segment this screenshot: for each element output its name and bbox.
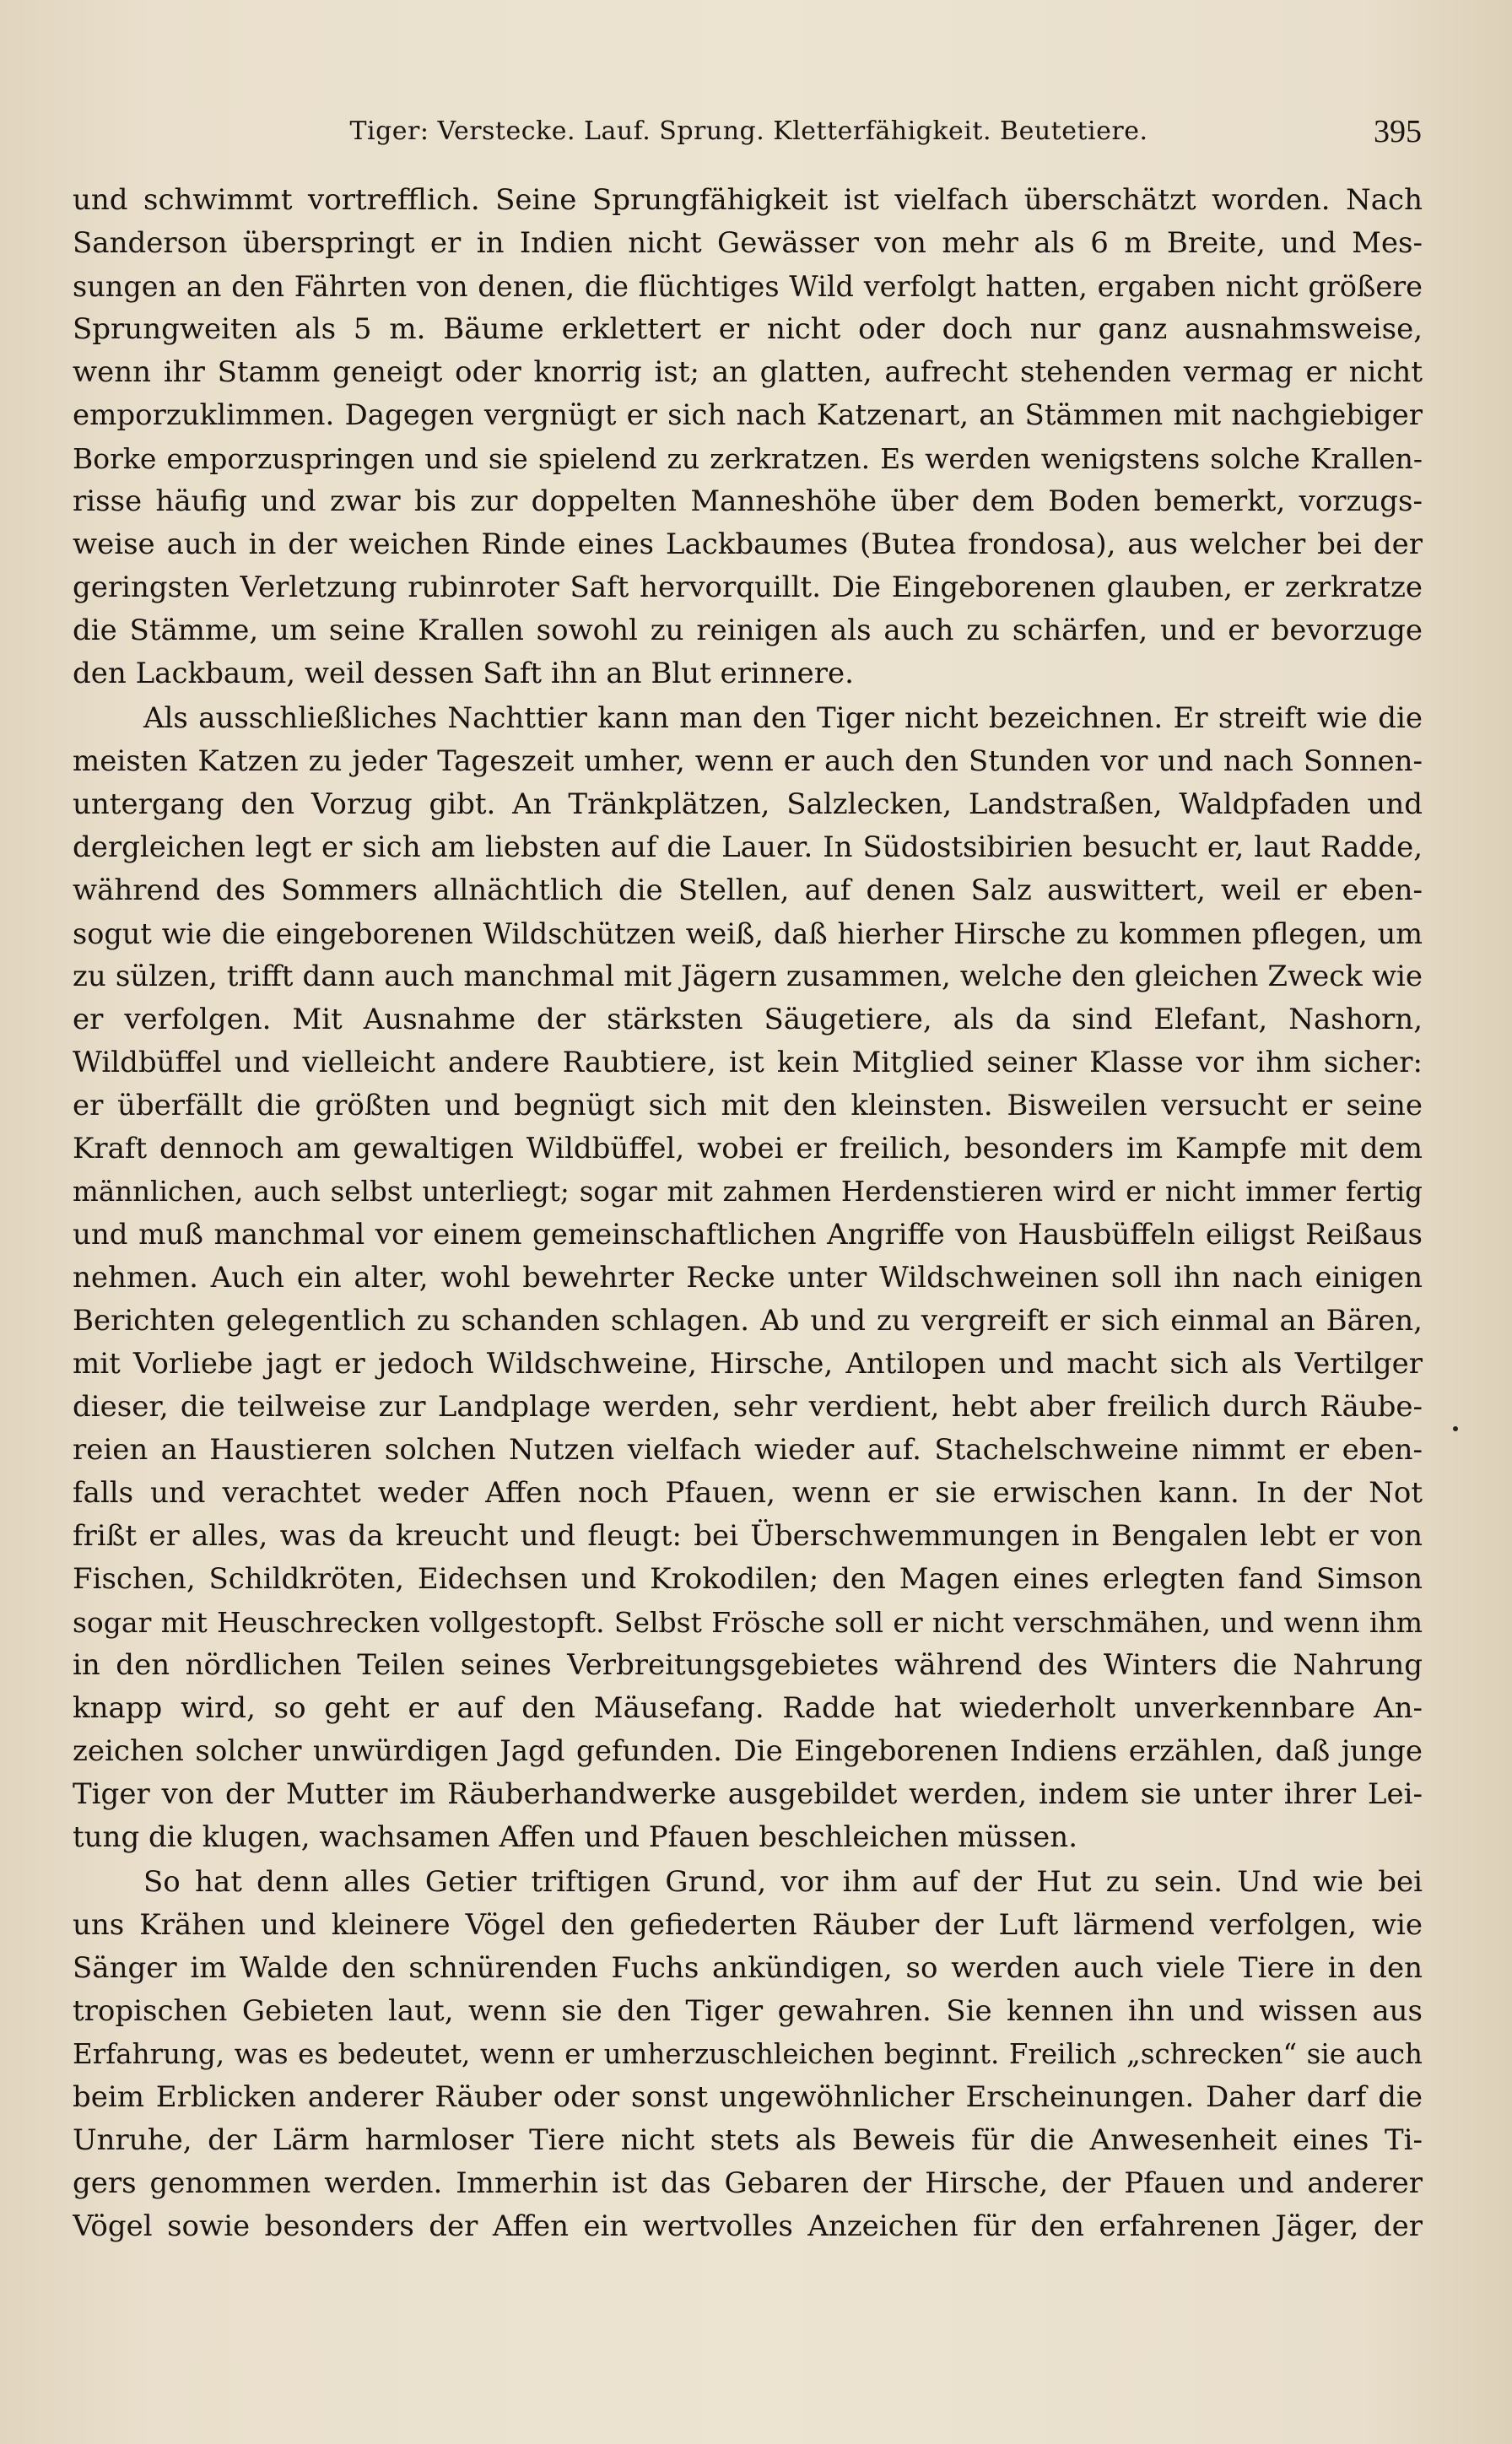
text-line: Borke emporzuspringen und sie spielend zu zerkratzen. Es werden wenigstens solche Krallen- (73, 442, 1423, 475)
text-line: Unruhe, der Lärm harmloser Tiere nicht stets als Beweis für die Anwesenheit eines Ti- (73, 2123, 1423, 2157)
text-line: geringsten Verletzung rubinroter Saft hervorquillt. Die Eingeborenen glauben, er zerkratze (73, 570, 1423, 604)
text-line: untergang den Vorzug gibt. An Tränkplätzen, Salzlecken, Landstraßen, Waldpfaden und (73, 787, 1423, 821)
text-line: die Stämme, um seine Krallen sowohl zu reinigen als auch zu schärfen, und er bevorzuge (73, 614, 1423, 647)
text-line: und muß manchmal vor einem gemeinschaftlichen Angriffe von Hausbüffeln eiligst Reißaus (73, 1218, 1423, 1252)
text-line: wenn ihr Stamm geneigt oder knorrig ist; an glatten, aufrecht stehenden vermag er nicht (73, 355, 1423, 389)
text-line: während des Sommers allnächtlich die Stellen, auf denen Salz auswittert, weil er eben- (73, 873, 1423, 907)
text-line: zeichen solcher unwürdigen Jagd gefunden. Die Eingeborenen Indiens erzählen, daß junge (73, 1734, 1423, 1768)
text-line: zu sülzen, trifft dann auch manchmal mit Jägern zusammen, welche den gleichen Zweck wie (73, 960, 1423, 993)
running-title: Tiger: Verstecke. Lauf. Sprung. Kletterfähigkeit. Beutetiere. (349, 116, 1148, 146)
text-line: emporzuklimmen. Dagegen vergnügt er sich nach Katzenart, an Stämmen mit nachgiebiger (73, 398, 1423, 432)
text-line: frißt er alles, was da kreucht und fleugt: bei Überschwemmungen in Bengalen lebt er von (73, 1519, 1423, 1553)
text-line: er verfolgen. Mit Ausnahme der stärksten Säugetiere, als da sind Elefant, Nashorn, (73, 1003, 1423, 1036)
ink-speck (1453, 1426, 1458, 1431)
text-line: und schwimmt vortrefflich. Seine Sprungfähigkeit ist vielfach überschätzt worden. Nach (73, 183, 1423, 217)
text-line: Fischen, Schildkröten, Eidechsen und Krokodilen; den Magen eines erlegten fand Simson (73, 1562, 1423, 1596)
body-text (73, 179, 1423, 2248)
text-line: meisten Katzen zu jeder Tageszeit umher, wenn er auch den Stunden vor und nach Sonnen- (73, 744, 1423, 778)
text-line: sungen an den Fährten von denen, die flüchtiges Wild verfolgt hatten, ergaben nicht größere (73, 270, 1423, 303)
paragraph-start-line: So hat denn alles Getier triftigen Grund, vor ihm auf der Hut zu sein. Und wie bei (143, 1865, 1423, 1899)
text-line: knapp wird, so geht er auf den Mäusefang. Radde hat wiederholt unverkennbare An- (73, 1691, 1423, 1725)
text-line: sogar mit Heuschrecken vollgestopft. Selbst Frösche soll er nicht verschmähen, und wenn ihm (73, 1606, 1423, 1639)
text-line: Sanderson überspringt er in Indien nicht Gewässer von mehr als 6 m Breite, und Mes- (73, 226, 1423, 260)
paragraph-end-line: tung die klugen, wachsamen Affen und Pfauen beschleichen müssen. (73, 1820, 1077, 1854)
paragraph-start-line: Als ausschließliches Nachttier kann man den Tiger nicht bezeichnen. Er streift wie die (143, 701, 1423, 735)
text-line: er überfällt die größten und begnügt sich mit den kleinsten. Bisweilen versucht er seine (73, 1089, 1423, 1122)
text-line: dergleichen legt er sich am liebsten auf die Lauer. In Südostsibirien besucht er, laut Radde, (73, 830, 1423, 864)
text-line: Vögel sowie besonders der Affen ein wertvolles Anzeichen für den erfahrenen Jäger, der (73, 2209, 1423, 2243)
text-line: beim Erblicken anderer Räuber oder sonst ungewöhnlicher Erscheinungen. Daher darf die (73, 2080, 1423, 2114)
running-header (76, 108, 1422, 159)
text-line: gers genommen werden. Immerhin ist das Gebaren der Hirsche, der Pfauen und anderer (73, 2166, 1423, 2200)
text-line: risse häufig und zwar bis zur doppelten Manneshöhe über dem Boden bemerkt, vorzugs- (73, 484, 1423, 518)
text-line: weise auch in der weichen Rinde eines Lackbaumes (Butea frondosa), aus welcher bei der (73, 527, 1423, 561)
text-line: nehmen. Auch ein alter, wohl bewehrter Recke unter Wildschweinen soll ihn nach einigen (73, 1261, 1423, 1295)
paragraph-end-line: den Lackbaum, weil dessen Saft ihn an Blut erinnere. (73, 657, 854, 690)
text-line: dieser, die teilweise zur Landplage werden, sehr verdient, hebt aber freilich durch Räube- (73, 1390, 1423, 1424)
text-line: Kraft dennoch am gewaltigen Wildbüffel, wobei er freilich, besonders im Kampfe mit dem (73, 1132, 1423, 1165)
text-line: in den nördlichen Teilen seines Verbreitungsgebietes während des Winters die Nahrung (73, 1648, 1423, 1682)
text-line: Tiger von der Mutter im Räuberhandwerke ausgebildet werden, indem sie unter ihrer Lei- (73, 1777, 1423, 1811)
text-line: falls und verachtet weder Affen noch Pfauen, wenn er sie erwischen kann. In der Not (73, 1476, 1423, 1510)
text-line: uns Krähen und kleinere Vögel den gefiederten Räuber der Luft lärmend verfolgen, wie (73, 1908, 1423, 1942)
text-line: Sprungweiten als 5 m. Bäume erklettert er nicht oder doch nur ganz ausnahmsweise, (73, 312, 1423, 346)
text-line: reien an Haustieren solchen Nutzen vielfach wieder auf. Stachelschweine nimmt er eben- (73, 1433, 1423, 1467)
text-line: Wildbüffel und vielleicht andere Raubtiere, ist kein Mitglied seiner Klasse vor ihm sicher: (73, 1046, 1423, 1079)
text-line: mit Vorliebe jagt er jedoch Wildschweine, Hirsche, Antilopen und macht sich als Vertilger (73, 1347, 1423, 1381)
text-line: Berichten gelegentlich zu schanden schlagen. Ab und zu vergreift er sich einmal an Bären, (73, 1304, 1423, 1338)
text-line: männlichen, auch selbst unterliegt; sogar mit zahmen Herdenstieren wird er nicht immer fertig (73, 1176, 1423, 1208)
text-line: tropischen Gebieten laut, wenn sie den Tiger gewahren. Sie kennen ihn und wissen aus (73, 1994, 1423, 2028)
text-line: Erfahrung, was es bedeutet, wenn er umherzuschleichen beginnt. Freilich „schrecken“ sie auch (73, 2038, 1423, 2070)
text-line: Sänger im Walde den schnürenden Fuchs ankündigen, so werden auch viele Tiere in den (73, 1951, 1423, 1985)
text-line: sogut wie die eingeborenen Wildschützen weiß, daß hierher Hirsche zu kommen pflegen, um (73, 917, 1423, 950)
page-number: 395 (1374, 114, 1422, 149)
